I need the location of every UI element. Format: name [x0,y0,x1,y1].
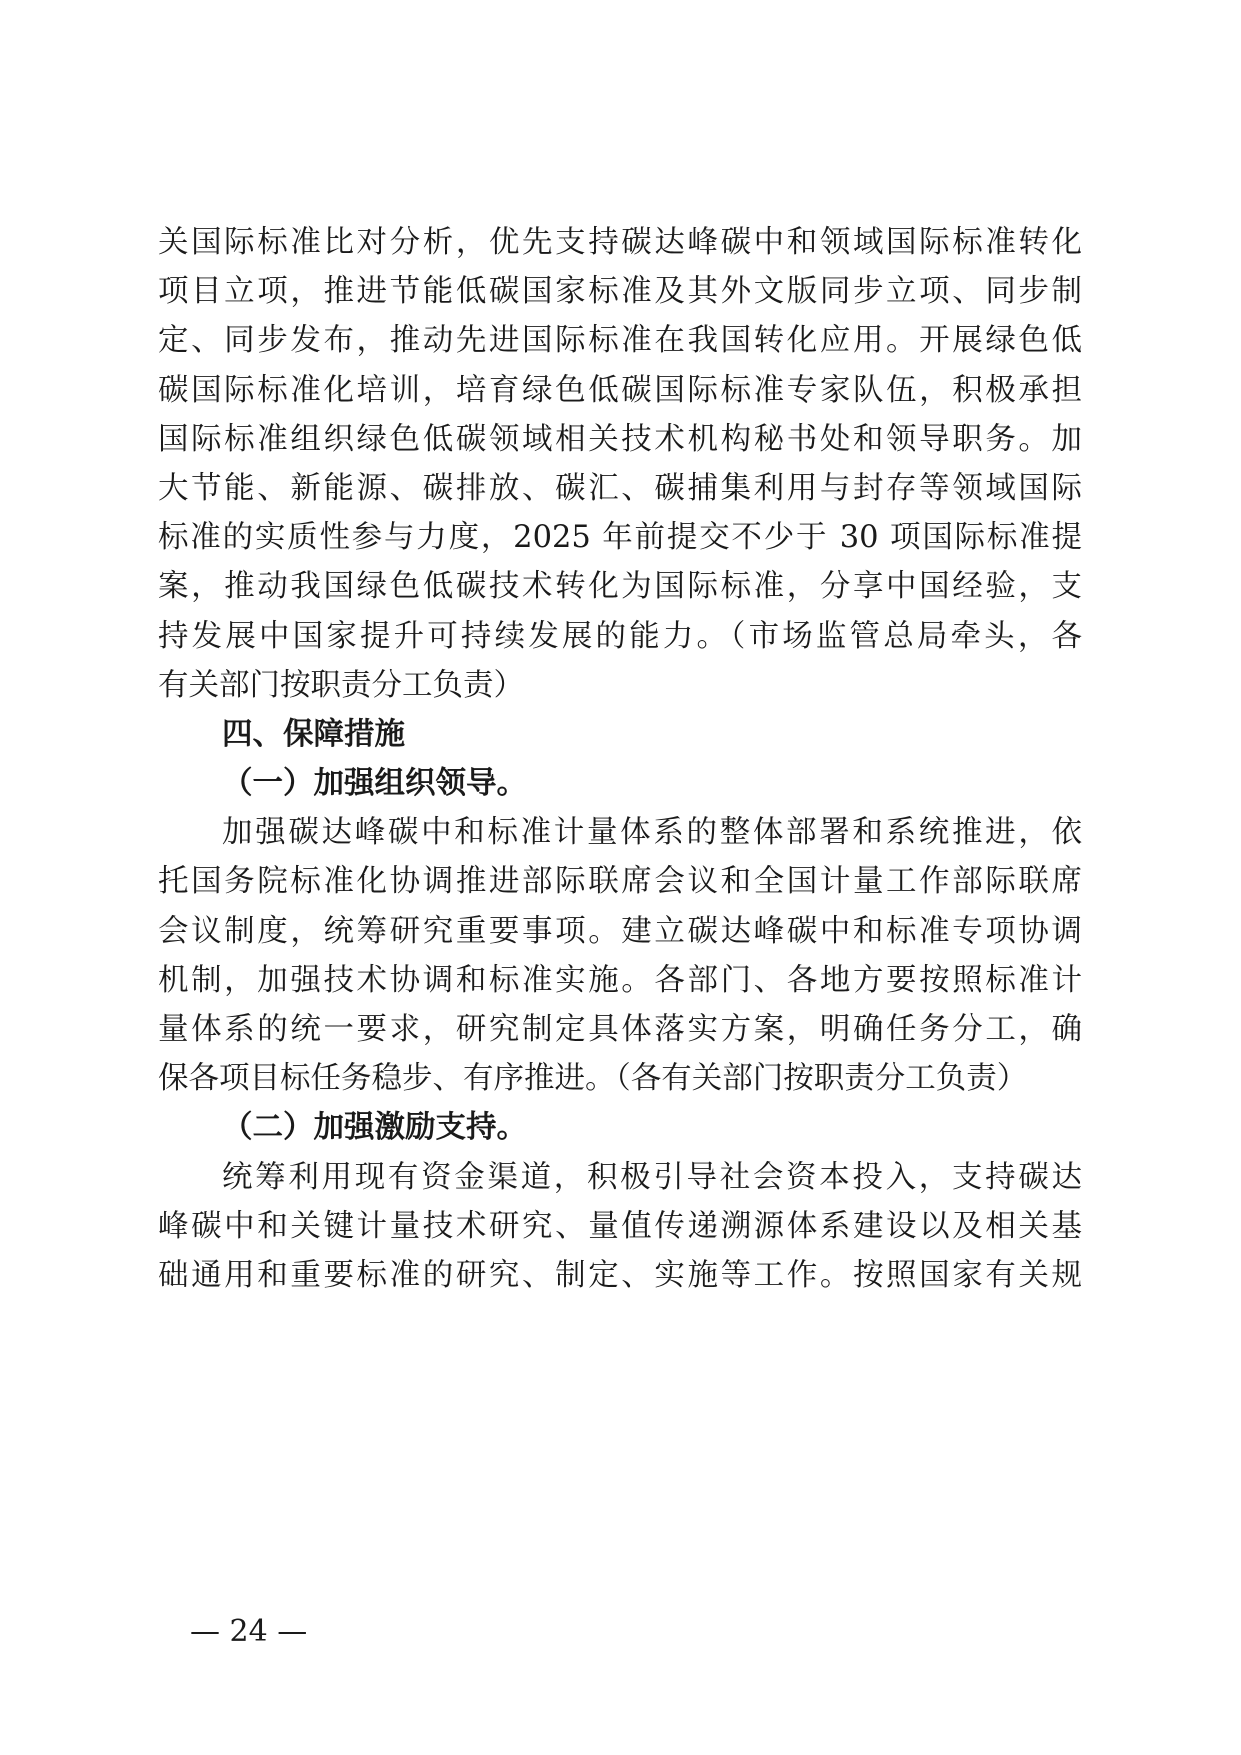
para3-line: 础通用和重要标准的研究、制定、实施等工作。按照国家有关规 [158,1257,1082,1293]
para1-line: 关国际标准比对分析，优先支持碳达峰碳中和领域国际标准转化 [158,225,1082,260]
para1-line: 有关部门按职责分工负责） [158,667,524,703]
para1-line: 标准的实质性参与力度，2025 年前提交不少于 30 项国际标准提 [158,520,1082,556]
para1-line: 大节能、新能源、碳排放、碳汇、碳捕集利用与封存等领域国际 [158,470,1082,506]
para3-line: 峰碳中和关键计量技术研究、量值传递溯源体系建设以及相关基 [158,1208,1082,1244]
subsection-heading-2: （二）加强激励支持。 [222,1109,527,1146]
para1-line: 定、同步发布，推动先进国际标准在我国转化应用。开展绿色低 [158,323,1082,359]
para2-line: 保各项目标任务稳步、有序推进。（各有关部门按职责分工负责） [158,1061,1028,1097]
para2-line: 量体系的统一要求，研究制定具体落实方案，明确任务分工，确 [158,1012,1082,1047]
para2-line: 会议制度，统筹研究重要事项。建立碳达峰碳中和标准专项协调 [158,913,1082,949]
section-heading: 四、保障措施 [222,716,405,752]
para1-line: 碳国际标准化培训，培育绿色低碳国际标准专家队伍，积极承担 [158,372,1082,408]
para2-line: 托国务院标准化协调推进部际联席会议和全国计量工作部际联席 [158,864,1082,900]
body-text [158,218,1082,1300]
subsection-heading-1: （一）加强组织领导。 [222,765,527,802]
para2-line: 机制，加强技术协调和标准实施。各部门、各地方要按照标准计 [158,962,1082,998]
para1-line: 国际标准组织绿色低碳领域相关技术机构秘书处和领导职务。加 [158,421,1082,457]
para1-line: 持发展中国家提升可持续发展的能力。（市场监管总局牵头，各 [158,618,1082,654]
para3-line: 统筹利用现有资金渠道，积极引导社会资本投入，支持碳达 [222,1159,1082,1195]
para2-line: 加强碳达峰碳中和标准计量体系的整体部署和系统推进，依 [222,815,1082,851]
para1-line: 案，推动我国绿色低碳技术转化为国际标准，分享中国经验，支 [158,569,1082,605]
para1-line: 项目立项，推进节能低碳国家标准及其外文版同步立项、同步制 [158,274,1082,310]
page-number: — 24 — [190,1614,308,1649]
